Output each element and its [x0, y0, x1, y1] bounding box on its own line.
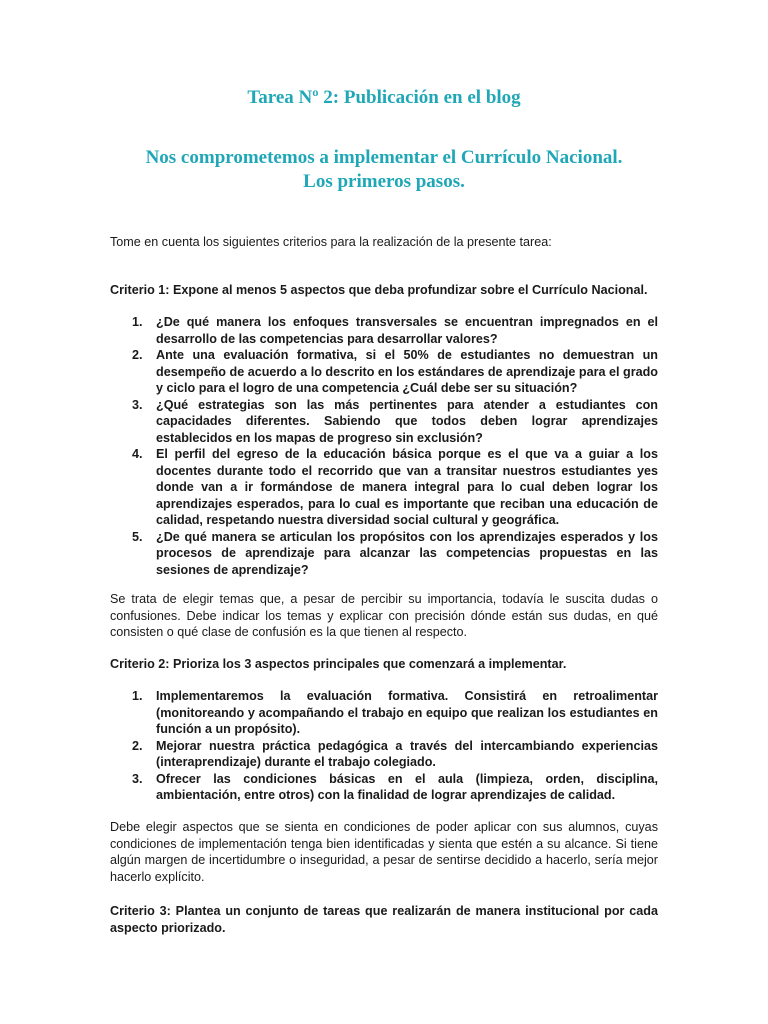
document-subtitle — [0, 146, 768, 194]
document-title: Tarea Nº 2: Publicación en el blog — [247, 87, 521, 108]
list-item-text: Implementaremos la evaluación formativa. Consistirá en retroalimentar (monitoreando y acompañando el trabajo en equipo que realizan los estudiantes en función a un propósito). — [156, 689, 658, 736]
list-number: 1. — [132, 689, 143, 703]
list-item — [110, 738, 658, 771]
list-item-text: ¿Qué estrategias son las más pertinentes para atender a estudiantes con capacidades diferentes. Sabiendo que todos deben lograr aprendizajes establecidos en los mapas de progreso sin exclusión? — [156, 397, 658, 445]
list-item — [110, 314, 658, 347]
list-item — [110, 397, 658, 447]
list-number: 2. — [132, 348, 143, 362]
list-item-text: ¿De qué manera se articulan los propósitos con los aprendizajes esperados y los procesos de aprendizaje para alcanzar las competencias propuestas en las sesiones de aprendizaje? — [156, 529, 658, 577]
list-number: 2. — [132, 738, 143, 753]
list-item — [110, 446, 658, 529]
list-item — [110, 688, 658, 738]
criterio-2-list — [110, 688, 658, 804]
list-item-text: Ante una evaluación formativa, si el 50% de estudiantes no demuestran un desempeño de acuerdo a lo descrito en los estándares de aprendizaje para el grado y ciclo para el logro de una competencia ¿Cuál debe ser su situación? — [156, 348, 658, 395]
list-item — [110, 529, 658, 579]
subtitle-line-1: Nos comprometemos a implementar el Currículo Nacional. — [145, 147, 623, 168]
list-number: 4. — [132, 447, 143, 461]
list-item-text: Ofrecer las condiciones básicas en el aula (limpieza, orden, disciplina, ambientación, entre otros) con la finalidad de lograr aprendizajes de calidad. — [156, 771, 658, 802]
criterio-3-heading: Criterio 3: Plantea un conjunto de tareas que realizarán de manera institucional por cada aspecto priorizado. — [110, 904, 658, 935]
criterio-1-list — [110, 314, 658, 578]
list-number: 1. — [132, 315, 143, 329]
list-item-text: ¿De qué manera los enfoques transversales se encuentran impregnados en el desarrollo de las competencias para desarrollar valores? — [156, 315, 658, 346]
list-item — [110, 771, 658, 804]
criterio-1-note: Se trata de elegir temas que, a pesar de percibir su importancia, todavía le suscita dudas o confusiones. Debe indicar los temas y explicar con precisión dónde están sus dudas, en qué consisten o qué clase de confusión es la que tienen al respecto. — [110, 592, 658, 639]
criterio-2-heading: Criterio 2: Prioriza los 3 aspectos principales que comenzará a implementar. — [110, 657, 567, 671]
list-item-text: El perfil del egreso de la educación básica porque es el que va a guiar a los docentes durante todo el recorrido que van a transitar nuestros estudiantes yes donde van a ir formándose de manera integral para lo cual deben lograr los aprendizajes esperados, para lo cual es importante que reciban una educación de calidad, respetando nuestra diversidad social cultural y geográfica. — [156, 447, 658, 527]
list-number: 5. — [132, 529, 143, 544]
list-item — [110, 347, 658, 397]
list-number: 3. — [132, 397, 143, 412]
subtitle-line-2: Los primeros pasos. — [303, 171, 465, 192]
list-item-text: Mejorar nuestra práctica pedagógica a través del intercambiando experiencias (interaprendizaje) durante el trabajo colegiado. — [156, 738, 658, 769]
intro-paragraph: Tome en cuenta los siguientes criterios para la realización de la presente tarea: — [110, 235, 552, 249]
criterio-1-heading: Criterio 1: Expone al menos 5 aspectos que deba profundizar sobre el Currículo Nacional. — [110, 283, 648, 297]
list-number: 3. — [132, 771, 143, 786]
criterio-2-note: Debe elegir aspectos que se sienta en condiciones de poder aplicar con sus alumnos, cuyas condiciones de implementación tenga bien identificadas y sienta que estén a su alcance. Si tiene algún margen de incertidumbre o inseguridad, a pesar de sentirse decidido a hacerlo, sería mejor hacerlo explícito. — [110, 820, 658, 884]
